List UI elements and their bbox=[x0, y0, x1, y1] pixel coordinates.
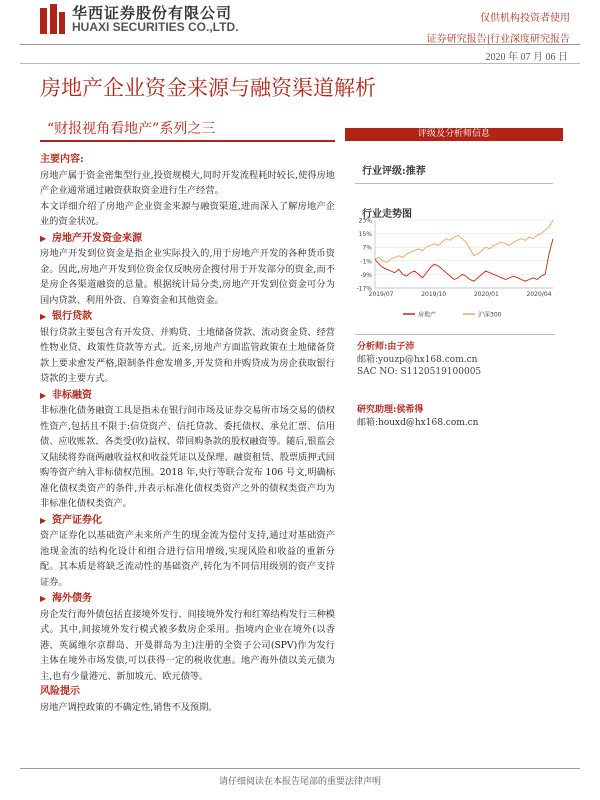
analyst-sac: SAC NO: S1120519100005 bbox=[357, 367, 482, 377]
section-title bbox=[40, 309, 335, 325]
section-title bbox=[40, 388, 335, 404]
triangle-bullet-icon: ▶ bbox=[40, 232, 47, 243]
intro-paragraph: 本文详细介绍了房地产企业资金来源与融资渠道,进而深入了解房地产企业的资金状况。 bbox=[40, 200, 335, 227]
report-type: 证券研究报告|行业深度研究报告 bbox=[426, 34, 570, 45]
researcher-info bbox=[357, 404, 478, 429]
section-title bbox=[40, 513, 335, 529]
info-panel bbox=[345, 128, 563, 220]
y-tick-label: 15% bbox=[358, 231, 372, 239]
researcher-name: 研究助理:侯希得 bbox=[357, 405, 424, 415]
chart-divider bbox=[355, 334, 555, 335]
company-name-cn: 华西证券股份有限公司 bbox=[72, 4, 233, 22]
section-paragraph: 房企发行海外债包括直接境外发行、间接境外发行和红筹结构发行三种模式。其中,间接境外发行模式被多数房企采用。指境内企业在境外(以香港、英属维尔京群岛、开曼群岛为主)注册的全资子公司(SPV)作为发行主体在境外市场发债,可以获得一定的税收优惠。地产海外债以美元债为主,也有少量港元、新加坡元、欧元债等。 bbox=[40, 608, 335, 682]
y-tick-label: -9% bbox=[360, 271, 372, 279]
subtitle-bar bbox=[40, 140, 335, 142]
triangle-bullet-icon: ▶ bbox=[40, 389, 47, 400]
risk-paragraph: 房地产调控政策的不确定性,销售不及预期。 bbox=[40, 701, 218, 713]
section-paragraph: 资产证券化以基础资产未来所产生的现金流为偿付支持,通过对基础资产池现金流的结构化设计和组合进行信用增级,实现风险和收益的重新分配。其本质是将缺乏流动性的基础资产,转化为不同信用级别的资产支持证券。 bbox=[40, 530, 335, 588]
main-content bbox=[40, 152, 335, 715]
y-tick-label: -1% bbox=[360, 258, 372, 266]
section-paragraph: 非标准化债务融资工具是指未在银行间市场及证券交易所市场交易的债权性资产,包括且不限于:信贷资产、信托贷款、委托债权、承兑汇票、信用债、应收账款、各类受(收)益权、带回购条款的股权融资等。随后,银监会又陆续将券商两融收益权和收益凭证以及保理、融资租赁、股票质押式回购等资产纳入非标债权范围。2018 年,央行等联合发布 106 号文,明确标准化债权类资产的条件,并表示标准化债权类资产之外的债权类资产均为非标准化债权类资产。 bbox=[40, 405, 335, 509]
section-title-text: 银行贷款 bbox=[52, 311, 92, 322]
legend-label: 沪深300 bbox=[478, 311, 502, 319]
rating-divider bbox=[355, 183, 553, 184]
triangle-bullet-icon: ▶ bbox=[40, 311, 47, 321]
y-tick-label: 23% bbox=[358, 217, 372, 225]
legend-label: 房地产 bbox=[418, 311, 437, 319]
report-title: 房地产企业资金来源与融资渠道解析 bbox=[40, 76, 376, 100]
y-tick-label: 7% bbox=[362, 244, 372, 252]
report-date: 2020 年 07 月 06 日 bbox=[485, 52, 568, 63]
section-paragraph: 银行贷款主要包含有开发贷、并购贷、土地储备贷款、流动资金贷、经营性物业贷、政策性贷款等方式。近来,房地产方面监管政策在土地储备贷款上要求愈发严格,限制条件愈发增多,开发贷和并购贷成为房企获取银行贷款的主要方式。 bbox=[40, 326, 335, 384]
triangle-bullet-icon: ▶ bbox=[40, 514, 47, 525]
company-logo-icon bbox=[38, 4, 66, 36]
x-tick-label: 2020/04 bbox=[526, 291, 552, 298]
section-paragraph: 房地产开发到位资金是指企业实际投入的,用于房地产开发的各种货币资金。因此,房地产开发到位资金仅反映房企搜付用于开发部分的资金,而不是房企各渠道融资的总量。根据统计局分类,房地产开发到位资金可分为国内贷款、利用外资、自筹资金和其他资金。 bbox=[40, 248, 335, 306]
section-title bbox=[40, 591, 335, 607]
legal-notice: 请仔细阅读在本报告尾部的重要法律声明 bbox=[218, 777, 381, 787]
report-subtitle: “财报视角看地产”系列之三 bbox=[47, 121, 216, 137]
header-divider bbox=[20, 44, 580, 45]
x-tick-label: 2019/07 bbox=[368, 291, 394, 298]
industry-rating: 行业评级:推荐 bbox=[362, 166, 426, 177]
analyst-email: 邮箱:youzp@hx168.com.cn bbox=[357, 354, 478, 365]
company-name-en: HUAXI SECURITIES CO.,LTD. bbox=[72, 20, 239, 34]
triangle-bullet-icon: ▶ bbox=[40, 593, 47, 603]
date-divider bbox=[20, 63, 580, 64]
researcher-email: 邮箱:houxd@hx168.com.cn bbox=[357, 417, 479, 428]
series-line-real-estate bbox=[375, 239, 553, 282]
industry-trend-chart bbox=[345, 210, 563, 330]
info-panel-header: 评级及分析师信息 bbox=[345, 128, 563, 141]
main-content-heading: 主要内容: bbox=[40, 154, 84, 165]
section-title-text: 资产证券化 bbox=[52, 514, 102, 526]
analyst-name: 分析师:由子沛 bbox=[357, 342, 415, 352]
trend-chart-title: 行业走势图 bbox=[362, 209, 412, 220]
y-tick-label: -17% bbox=[356, 285, 372, 293]
series-line-csi300 bbox=[375, 220, 553, 263]
x-tick-label: 2019/10 bbox=[421, 291, 447, 298]
analyst-info bbox=[357, 341, 481, 379]
audience-note: 仅供机构投资者使用 bbox=[480, 13, 570, 24]
section-title-text: 海外债务 bbox=[52, 593, 92, 604]
intro-paragraph: 房地产属于资金密集型行业,投资规模大,同时开发流程耗时较长,使得房地产企业通常通过融资获取资金进行生产经营。 bbox=[40, 169, 335, 196]
section-title bbox=[40, 231, 335, 247]
section-title-text: 房地产开发资金来源 bbox=[52, 232, 142, 244]
x-tick-label: 2020/01 bbox=[473, 291, 499, 298]
section-title-text: 非标融资 bbox=[52, 389, 92, 401]
footer-divider bbox=[20, 768, 580, 769]
risk-heading: 风险提示 bbox=[40, 686, 80, 697]
